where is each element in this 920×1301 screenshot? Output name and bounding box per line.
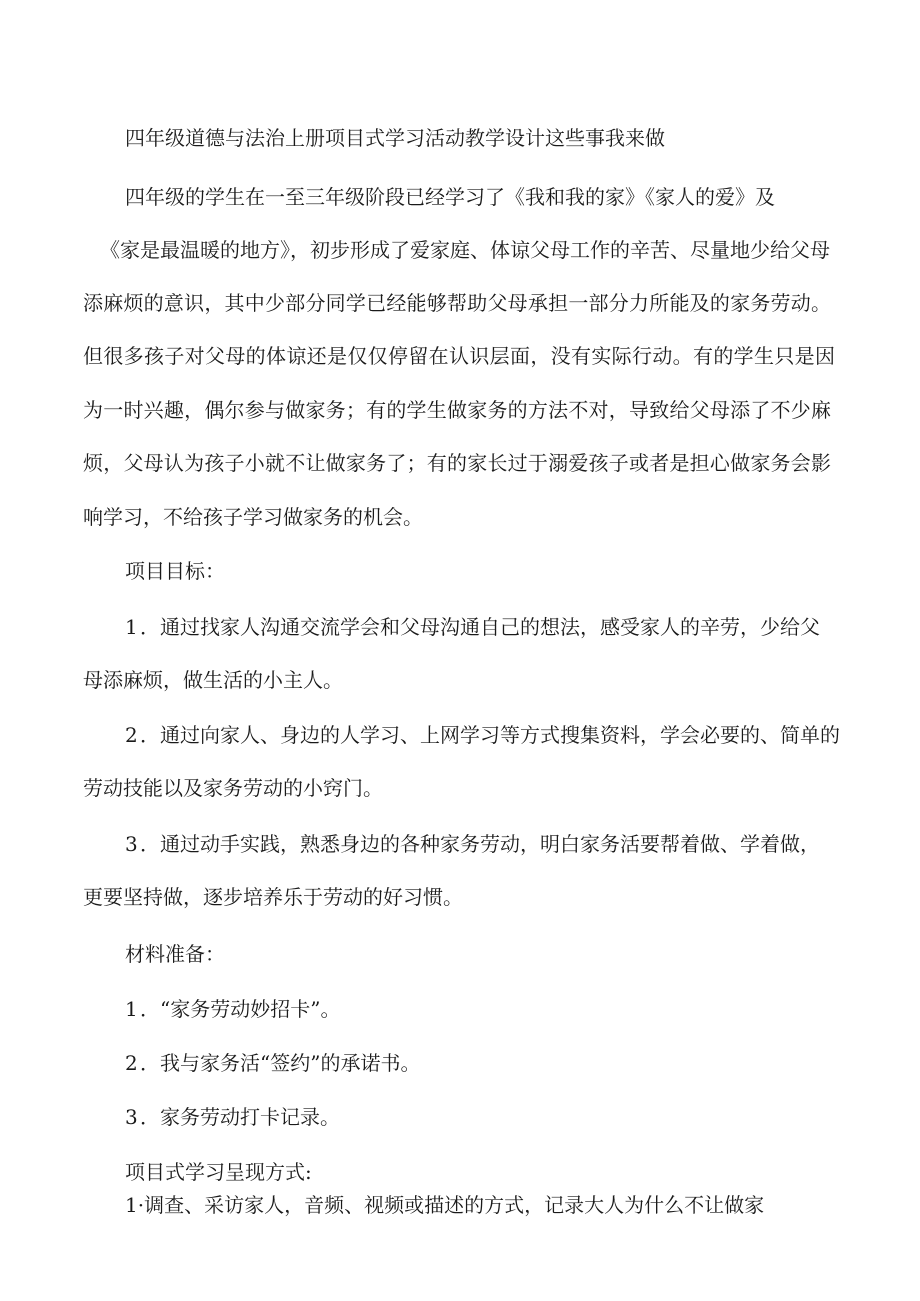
goal-3-number: 3 [125,832,138,856]
goal-1-number: 1 [125,615,138,639]
intro-line-7: 响学习，不给孩子学习做家务的机会。 [83,505,423,529]
document-title: 四年级道德与法治上册项目式学习活动教学设计这些事我来做 [125,126,665,150]
material-2-text: ．我与家务活“签约”的承诺书。 [140,1051,421,1075]
goal-2-line-2: 劳动技能以及家务劳动的小窍门。 [83,776,383,800]
goal-3-line-1: ．通过动手实践，熟悉身边的各种家务劳动，明白家务活要帮着做、学着做， [140,832,820,856]
intro-line-5: 为一时兴趣，偶尔参与做家务；有的学生做家务的方法不对，导致给父母添了不少麻 [83,398,831,422]
goal-1-line-2: 母添麻烦，做生活的小主人。 [83,668,343,692]
presentation-heading: 项目式学习呈现方式: [125,1160,312,1184]
material-1-text: ．“家务劳动妙招卡”。 [140,997,341,1021]
goal-2-line-1: ．通过向家人、身边的人学习、上网学习等方式搜集资料，学会必要的、简单的 [140,723,840,747]
intro-line-6: 烦，父母认为孩子小就不让做家务了；有的家长过于溺爱孩子或者是担心做家务会影 [83,451,831,475]
goals-heading: 项目目标： [125,559,225,583]
presentation-line-1: 1·调查、采访家人，音频、视频或描述的方式，记录大人为什么不让做家 [125,1193,765,1217]
goal-3-line-2: 更要坚持做，逐步培养乐于劳动的好习惯。 [83,885,463,909]
goal-1-line-1: ．通过找家人沟通交流学会和父母沟通自己的想法，感受家人的辛劳，少给父 [140,615,820,639]
goal-2-number: 2 [125,723,138,747]
material-1-number: 1 [125,997,138,1021]
intro-line-1: 四年级的学生在一至三年级阶段已经学习了《我和我的家》《家人的爱》及 [125,185,775,209]
materials-heading: 材料准备： [125,942,225,966]
material-2-number: 2 [125,1051,138,1075]
intro-line-4: 但很多孩子对父母的体谅还是仅仅停留在认识层面，没有实际行动。有的学生只是因 [83,344,835,368]
material-3-text: ．家务劳动打卡记录。 [140,1105,340,1129]
intro-line-2: 《家是最温暖的地方》，初步形成了爱家庭、体谅父母工作的辛苦、尽量地少给父母 [100,238,830,262]
intro-line-3: 添麻烦的意识，其中少部分同学已经能够帮助父母承担一部分力所能及的家务劳动。 [83,291,831,315]
material-3-number: 3 [125,1105,138,1129]
